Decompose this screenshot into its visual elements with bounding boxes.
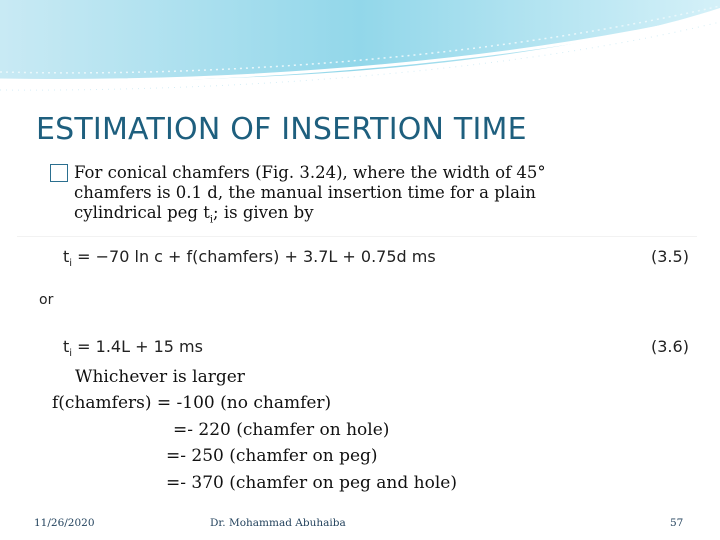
eq1-rhs: = −70 ln c + f(chamfers) + 3.7L + 0.75d ms bbox=[77, 247, 436, 266]
bullet-line-3-end: ; is given by bbox=[213, 203, 314, 222]
bullet-line-2: chamfers is 0.1 d, the manual insertion time for a plain bbox=[74, 183, 536, 202]
chamfer-line-4: =- 370 (chamfer on peg and hole) bbox=[166, 473, 457, 493]
square-bullet-icon bbox=[50, 164, 68, 182]
eq1-sub: i bbox=[69, 258, 73, 270]
equation-number-3-6: (3.6) bbox=[651, 337, 689, 356]
footer-date: 11/26/2020 bbox=[34, 517, 95, 529]
eq1-lhs: t bbox=[63, 247, 70, 266]
chamfer-line-1: f(chamfers) = -100 (no chamfer) bbox=[52, 393, 332, 413]
bullet-line-1: For conical chamfers (Fig. 3.24), where the width of 45° bbox=[74, 163, 546, 182]
chamfer-line-3: =- 250 (chamfer on peg) bbox=[166, 446, 378, 466]
peg-time-subscript: i bbox=[209, 214, 214, 226]
equations-panel bbox=[17, 236, 697, 363]
peg-time-symbol: cylindrical peg t bbox=[74, 203, 210, 222]
eq2-sub: i bbox=[69, 348, 73, 360]
bullet-line-3 bbox=[54, 203, 614, 230]
whichever-text: Whichever is larger bbox=[75, 367, 245, 387]
footer-author: Dr. Mohammad Abuhaiba bbox=[210, 517, 346, 529]
eq2-lhs: t bbox=[63, 337, 70, 356]
slide-title: ESTIMATION OF INSERTION TIME bbox=[36, 112, 527, 147]
or-label: or bbox=[39, 292, 54, 308]
header-wave-decoration bbox=[0, 0, 720, 95]
equation-3-5 bbox=[63, 247, 436, 269]
footer-page-number: 57 bbox=[670, 517, 684, 529]
eq2-rhs: = 1.4L + 15 ms bbox=[77, 337, 203, 356]
equation-3-6 bbox=[63, 337, 203, 359]
bullet-paragraph bbox=[54, 163, 614, 230]
equation-number-3-5: (3.5) bbox=[651, 247, 689, 266]
chamfer-line-2: =- 220 (chamfer on hole) bbox=[173, 420, 390, 440]
